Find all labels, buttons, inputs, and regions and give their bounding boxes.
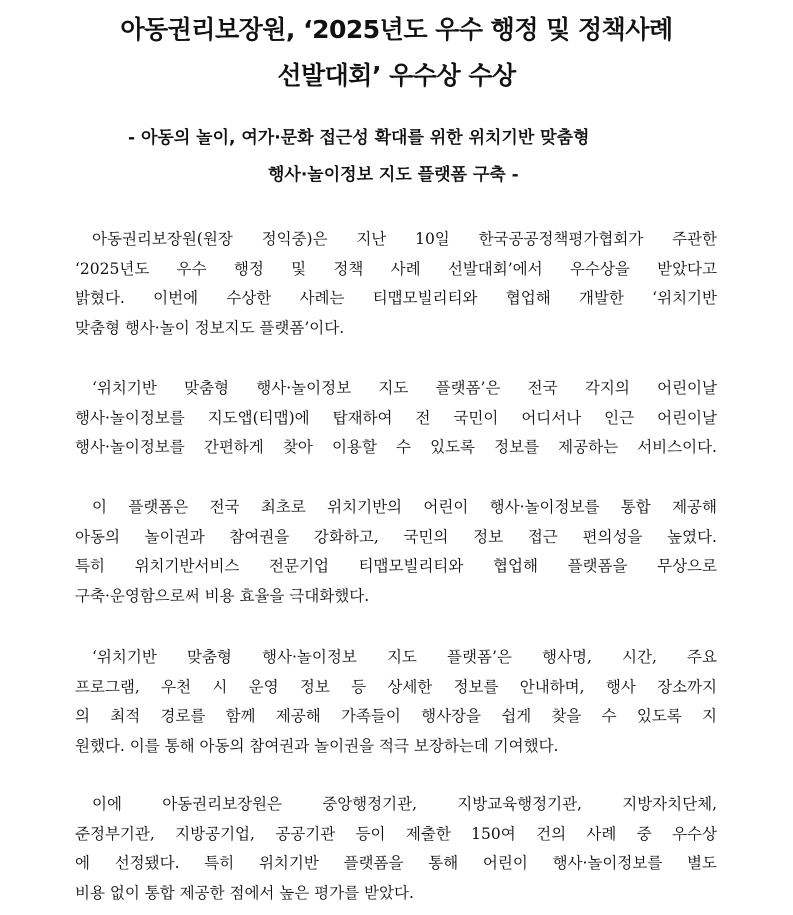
paragraph-line: 특히 위치기반서비스 전문기업 티맵모빌리티와 협업해 플랫폼을 무상으로: [75, 557, 717, 575]
paragraph-line: 비용 없이 통합 제공한 점에서 높은 평가를 받았다.: [75, 883, 414, 902]
paragraph-line: 행사·놀이정보를 간편하게 찾아 이용할 수 있도록 정보를 제공하는 서비스이다.: [75, 438, 717, 456]
paragraph-line: 이 플랫폼은 전국 최초로 위치기반의 어린이 행사·놀이정보를 통합 제공해: [92, 498, 717, 516]
paragraph-line: 구축·운영함으로써 비용 효율을 극대화했다.: [75, 586, 370, 605]
body-paragraph-4: [75, 643, 717, 761]
paragraph-line: 맞춤형 행사·놀이 정보지도 플랫폼’이다.: [75, 318, 345, 337]
paragraph-line: ‘2025년도 우수 행정 및 정책 사례 선발대회’에서 우수상을 받았다고: [75, 259, 717, 278]
paragraph-line: 이에 아동권리보장원은 중앙행정기관, 지방교육행정기관, 지방자치단체,: [92, 795, 717, 813]
title-line-1: 아동권리보장원, ‘2025년도 우수 행정 및 정책사례: [120, 15, 673, 44]
body-paragraph-3: [75, 493, 717, 611]
paragraph-line: ‘위치기반 맞춤형 행사·놀이정보 지도 플랫폼’은 전국 각지의 어린이날: [92, 379, 717, 397]
paragraph-line: 의 최적 경로를 함께 제공해 가족들이 행사장을 쉽게 찾을 수 있도록 지: [75, 707, 717, 725]
subtitle-line-1: - 아동의 놀이, 여가·문화 접근성 확대를 위한 위치기반 맞춤형: [128, 128, 590, 148]
body-paragraph-1: [75, 225, 717, 343]
subtitle-line-2: 행사·놀이정보 지도 플랫폼 구축 -: [268, 165, 519, 185]
paragraph-line: 행사·놀이정보를 지도앱(티맵)에 탑재하여 전 국민이 어디서나 인근 어린이날: [75, 408, 717, 427]
body-paragraph-5: [75, 790, 717, 908]
title-line-2: 선발대회’ 우수상 수상: [277, 61, 516, 90]
paragraph-line: 프로그램, 우천 시 운영 정보 등 상세한 정보를 안내하며, 행사 장소까지: [75, 677, 717, 696]
paragraph-line: ‘위치기반 맞춤형 행사·놀이정보 지도 플랫폼’은 행사명, 시간, 주요: [92, 648, 717, 666]
paragraph-line: 에 선정됐다. 특히 위치기반 플랫폼을 통해 어린이 행사·놀이정보를 별도: [75, 854, 717, 872]
body-paragraph-2: [75, 374, 717, 463]
paragraph-line: 원했다. 이를 통해 아동의 참여권과 놀이권을 적극 보장하는데 기여했다.: [75, 736, 559, 755]
paragraph-line: 준정부기관, 지방공기업, 공공기관 등이 제출한 150여 건의 사례 중 우수상: [75, 824, 717, 843]
paragraph-line: 아동의 놀이권과 참여권을 강화하고, 국민의 정보 접근 편의성을 높였다.: [75, 527, 717, 546]
paragraph-line: 아동권리보장원(원장 정익중)은 지난 10일 한국공공정책평가협회가 주관한: [92, 230, 717, 248]
paragraph-line: 밝혔다. 이번에 수상한 사례는 티맵모빌리티와 협업해 개발한 ‘위치기반: [75, 289, 717, 307]
